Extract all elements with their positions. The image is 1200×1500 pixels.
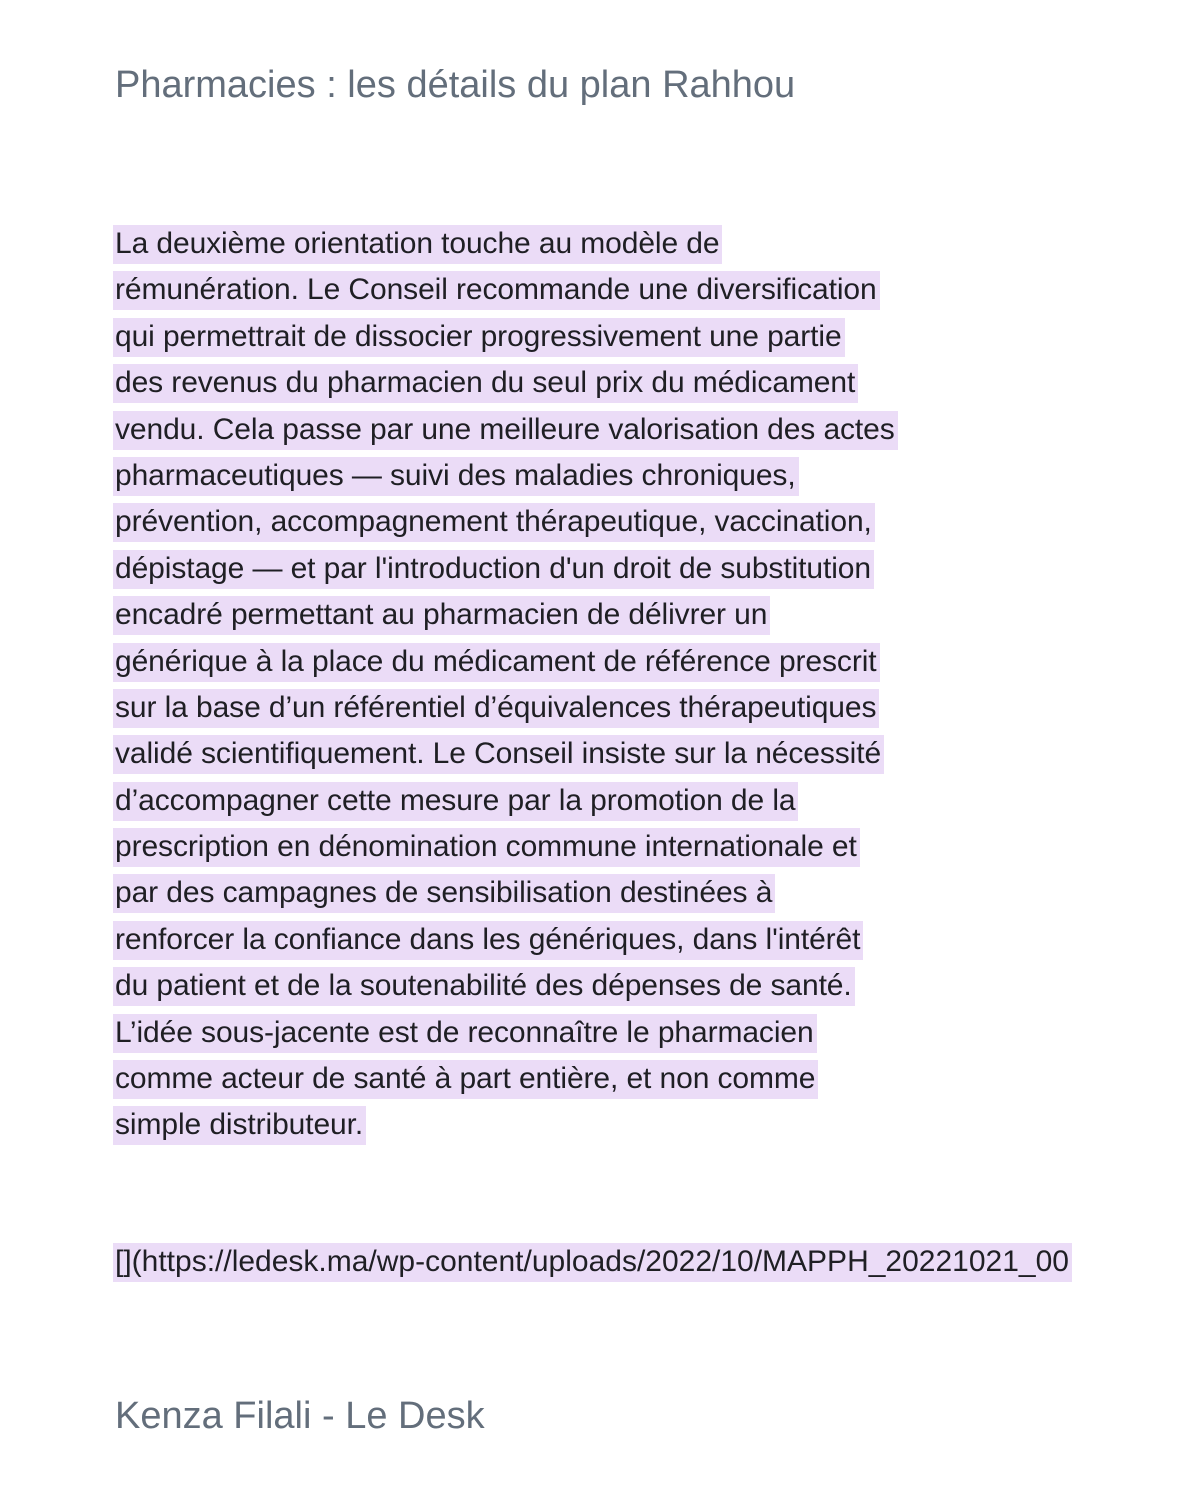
paragraph-line: d’accompagner cette mesure par la promotion de la — [113, 778, 1113, 824]
paragraph-line: des revenus du pharmacien du seul prix du médicament — [113, 360, 1113, 406]
paragraph-line: L’idée sous-jacente est de reconnaître le pharmacien — [113, 1010, 1113, 1056]
highlighted-paragraph — [113, 221, 1113, 1149]
paragraph-line: vendu. Cela passe par une meilleure valorisation des actes — [113, 407, 1113, 453]
page-title: Pharmacies : les détails du plan Rahhou — [115, 64, 796, 106]
paragraph-line: La deuxième orientation touche au modèle de — [113, 221, 1113, 267]
paragraph-line: prescription en dénomination commune internationale et — [113, 824, 1113, 870]
author-credit: Kenza Filali - Le Desk — [115, 1395, 485, 1437]
image-link-markdown[interactable]: [](https://ledesk.ma/wp-content/uploads/2022/10/MAPPH_20221021_00 — [113, 1240, 1072, 1284]
paragraph-line: prévention, accompagnement thérapeutique, vaccination, — [113, 499, 1113, 545]
paragraph-line: générique à la place du médicament de référence prescrit — [113, 639, 1113, 685]
paragraph-line: du patient et de la soutenabilité des dépenses de santé. — [113, 963, 1113, 1009]
paragraph-line: rémunération. Le Conseil recommande une diversification — [113, 267, 1113, 313]
paragraph-line: renforcer la confiance dans les génériques, dans l'intérêt — [113, 917, 1113, 963]
paragraph-line: par des campagnes de sensibilisation destinées à — [113, 870, 1113, 916]
paragraph-line: validé scientifiquement. Le Conseil insiste sur la nécessité — [113, 731, 1113, 777]
paragraph-line: simple distributeur. — [113, 1102, 1113, 1148]
paragraph-line: comme acteur de santé à part entière, et non comme — [113, 1056, 1113, 1102]
paragraph-line: qui permettrait de dissocier progressivement une partie — [113, 314, 1113, 360]
paragraph-line: encadré permettant au pharmacien de délivrer un — [113, 592, 1113, 638]
paragraph-line: sur la base d’un référentiel d’équivalences thérapeutiques — [113, 685, 1113, 731]
paragraph-line: dépistage — et par l'introduction d'un droit de substitution — [113, 546, 1113, 592]
paragraph-line: pharmaceutiques — suivi des maladies chroniques, — [113, 453, 1113, 499]
